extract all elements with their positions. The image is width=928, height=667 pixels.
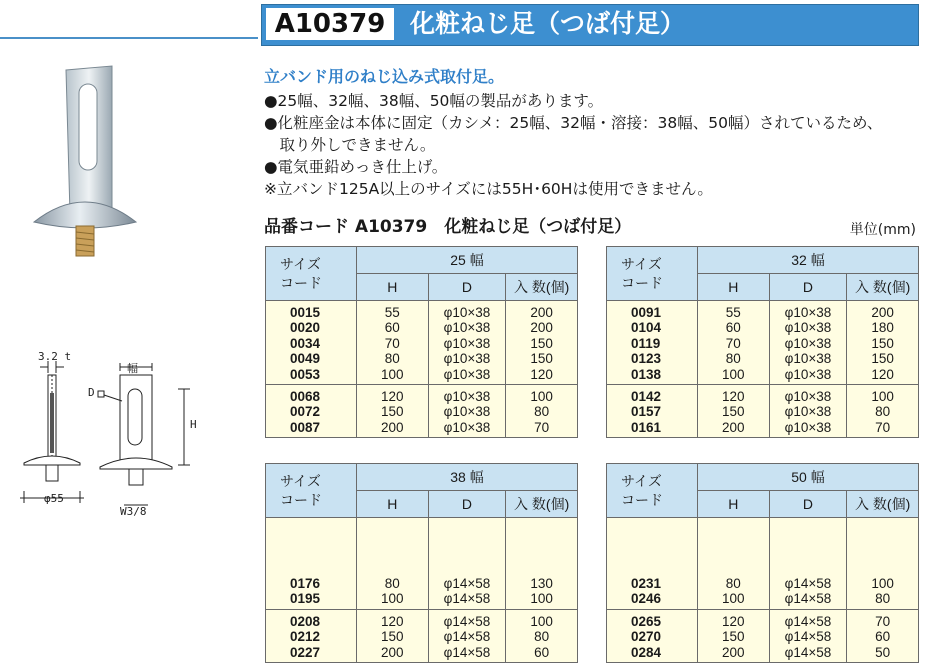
table-cell: 150 [871,351,894,367]
table-cell: 60 [534,644,550,660]
size-code-column [266,518,357,610]
h-value-column [356,301,428,385]
d-value-column [769,384,847,437]
table-cell: φ14×58 [443,629,491,645]
table-cell: 100 [530,591,553,607]
width-header: 38 幅 [356,464,577,491]
description-line-3: 取り外しできません。 [264,136,436,154]
quantity-column [506,301,578,385]
table-row-group [607,518,919,610]
table-row-group [266,384,578,437]
table-cell: 60 [725,320,741,336]
table-cell: φ10×38 [443,419,491,435]
table-cell: 80 [384,576,400,591]
h-value-column [697,384,769,437]
description-line-5: ※立バンド125A以上のサイズには55H･60Hは使用できません。 [264,180,713,198]
table-cell: φ10×38 [784,305,832,320]
table-cell: φ14×58 [443,644,491,660]
table-row-group [607,301,919,385]
size-code-column [266,301,357,385]
table-cell: 70 [875,613,891,629]
table-cell: 0212 [290,629,321,645]
h-value-column [356,609,428,662]
col-d: D [428,274,506,301]
width-header: 25 幅 [356,247,577,274]
col-h: H [697,274,769,301]
table-cell: φ14×58 [784,576,832,591]
table-cell: 0072 [290,404,321,420]
table-cell: 100 [530,388,553,404]
table-cell: 100 [722,591,745,607]
h-value-column [356,518,428,610]
col-h: H [697,491,769,518]
table-cell: 0049 [290,351,321,367]
size-code-header: サイズ コード [607,247,698,301]
quantity-column [506,384,578,437]
height-label: H [190,418,197,431]
table-cell: 80 [384,351,400,367]
table-cell: 80 [875,404,891,420]
table-cell: φ10×38 [443,351,491,367]
table-cell: φ10×38 [784,320,832,336]
table-cell: 180 [871,320,894,336]
table-cell: 100 [530,613,553,629]
table-cell: 0195 [290,591,321,607]
table-cell: 50 [875,644,891,660]
width-header: 32 幅 [697,247,918,274]
diameter-label: φ55 [44,492,64,505]
d-value-column [428,301,506,385]
table-cell: 120 [722,613,745,629]
table-cell: φ14×58 [784,629,832,645]
table-cell: 80 [534,404,550,420]
width-label: 幅 [127,362,138,375]
table-cell: φ14×58 [784,591,832,607]
quantity-column [847,301,919,385]
product-code: A10379 [266,8,394,40]
table-cell: 70 [384,335,400,351]
table-cell: 0138 [631,366,662,382]
table-cell: 200 [871,305,894,320]
table-cell: 200 [381,644,404,660]
unit-label: 単位(mm) [849,222,916,238]
table-cell: 200 [381,419,404,435]
product-photo [30,62,140,262]
table-cell: 0068 [290,388,321,404]
table-cell: 70 [875,419,891,435]
table-cell: φ14×58 [784,613,832,629]
table-cell: 150 [530,351,553,367]
table-cell: 0270 [631,629,662,645]
size-code-column [607,609,698,662]
table-cell: φ10×38 [784,366,832,382]
table-cell: φ10×38 [784,404,832,420]
table-cell: 0123 [631,351,662,367]
table-row-group [266,518,578,610]
size-code-column [607,384,698,437]
h-value-column [356,384,428,437]
table-row-group [607,609,919,662]
table-title: 品番コード A10379 化粧ねじ足（つば付足） [264,217,632,237]
table-cell: 0157 [631,404,662,420]
col-h: H [356,274,428,301]
table-cell: φ10×38 [443,388,491,404]
col-qty: 入 数(個) [506,491,578,518]
col-qty: 入 数(個) [847,491,919,518]
table-cell: 0119 [631,335,661,351]
table-cell: φ14×58 [443,576,491,591]
table-cell: 0091 [631,305,662,320]
table-cell: 0034 [290,335,321,351]
table-cell: φ14×58 [443,591,491,607]
table-cell: 0265 [631,613,662,629]
col-d: D [769,491,847,518]
col-qty: 入 数(個) [506,274,578,301]
table-cell: 70 [725,335,741,351]
table-cell: 0053 [290,366,321,382]
size-code-column [266,609,357,662]
description-line-4: ●電気亜鉛めっき仕上げ。 [264,158,448,176]
table-cell: 0142 [631,388,662,404]
size-code-column [607,301,698,385]
table-25 [265,246,578,438]
h-value-column [697,609,769,662]
table-row-group [266,301,578,385]
table-cell: φ14×58 [443,613,491,629]
table-cell: 120 [871,366,894,382]
product-name: 化粧ねじ足（つば付足） [410,9,686,38]
table-cell: 0087 [290,419,321,435]
table-cell: 120 [722,388,745,404]
table-cell: 200 [722,644,745,660]
col-qty: 入 数(個) [847,274,919,301]
table-cell: 55 [725,305,741,320]
table-cell: φ10×38 [784,419,832,435]
d-value-column [428,609,506,662]
size-code-column [607,518,698,610]
table-cell: 100 [871,388,894,404]
col-d: D [769,274,847,301]
table-cell: 120 [530,366,553,382]
table-cell: 150 [381,629,404,645]
table-cell: 150 [530,335,553,351]
table-cell: 0231 [631,576,662,591]
table-cell: 0015 [290,305,321,320]
table-cell: 100 [722,366,745,382]
table-cell: φ10×38 [784,388,832,404]
table-cell: 55 [384,305,400,320]
table-cell: 70 [534,419,550,435]
table-cell: 120 [381,388,404,404]
table-row-group [607,384,919,437]
table-cell: 80 [534,629,550,645]
table-cell: 60 [384,320,400,336]
table-cell: φ10×38 [443,366,491,382]
quantity-column [506,609,578,662]
table-cell: 80 [875,591,891,607]
table-cell: 60 [875,629,891,645]
table-38 [265,463,578,663]
size-code-header: サイズ コード [266,464,357,518]
table-cell: 0284 [631,644,662,660]
table-cell: 0246 [631,591,662,607]
h-value-column [697,518,769,610]
table-cell: 0227 [290,644,321,660]
size-code-header: サイズ コード [266,247,357,301]
table-cell: 80 [725,576,741,591]
technical-drawing [10,345,210,520]
table-32 [606,246,919,438]
quantity-column [847,518,919,610]
table-cell: 200 [530,305,553,320]
table-cell: 150 [722,629,745,645]
size-code-header: サイズ コード [607,464,698,518]
col-h: H [356,491,428,518]
table-cell: 120 [381,613,404,629]
table-cell: 100 [871,576,894,591]
d-value-column [769,518,847,610]
d-value-column [769,301,847,385]
description-line-2: ●化粧座金は本体に固定（カシメ：25幅、32幅・溶接：38幅、50幅）されているため、 [264,114,883,132]
subtitle: 立バンド用のねじ込み式取付足。 [264,67,505,86]
table-cell: 150 [722,404,745,420]
table-cell: 0020 [290,320,321,336]
table-cell: φ10×38 [443,404,491,420]
thickness-label: 3.2 t [38,350,72,363]
table-cell: 0161 [631,419,662,435]
d-label: D [88,386,95,399]
quantity-column [506,518,578,610]
table-cell: 0208 [290,613,321,629]
d-value-column [769,609,847,662]
quantity-column [847,609,919,662]
table-cell: 150 [381,404,404,420]
size-code-column [266,384,357,437]
table-row-group [266,609,578,662]
table-cell: 80 [725,351,741,367]
table-cell: 200 [530,320,553,336]
h-value-column [697,301,769,385]
table-cell: φ10×38 [784,351,832,367]
table-cell: 0104 [631,320,662,336]
d-value-column [428,384,506,437]
table-cell: φ10×38 [443,320,491,336]
table-cell: φ10×38 [443,305,491,320]
table-cell: 150 [871,335,894,351]
d-value-column [428,518,506,610]
table-cell: φ10×38 [784,335,832,351]
table-cell: φ14×58 [784,644,832,660]
description-line-1: ●25幅、32幅、38幅、50幅の製品があります。 [264,92,604,110]
width-header: 50 幅 [697,464,918,491]
table-50 [606,463,919,663]
col-d: D [428,491,506,518]
table-cell: 200 [722,419,745,435]
table-cell: φ10×38 [443,335,491,351]
table-cell: 100 [381,366,404,382]
quantity-column [847,384,919,437]
thread-label: W3/8 [120,505,147,518]
table-cell: 100 [381,591,404,607]
table-cell: 130 [530,576,553,591]
header-rule [0,37,258,39]
table-cell: 0176 [290,576,321,591]
